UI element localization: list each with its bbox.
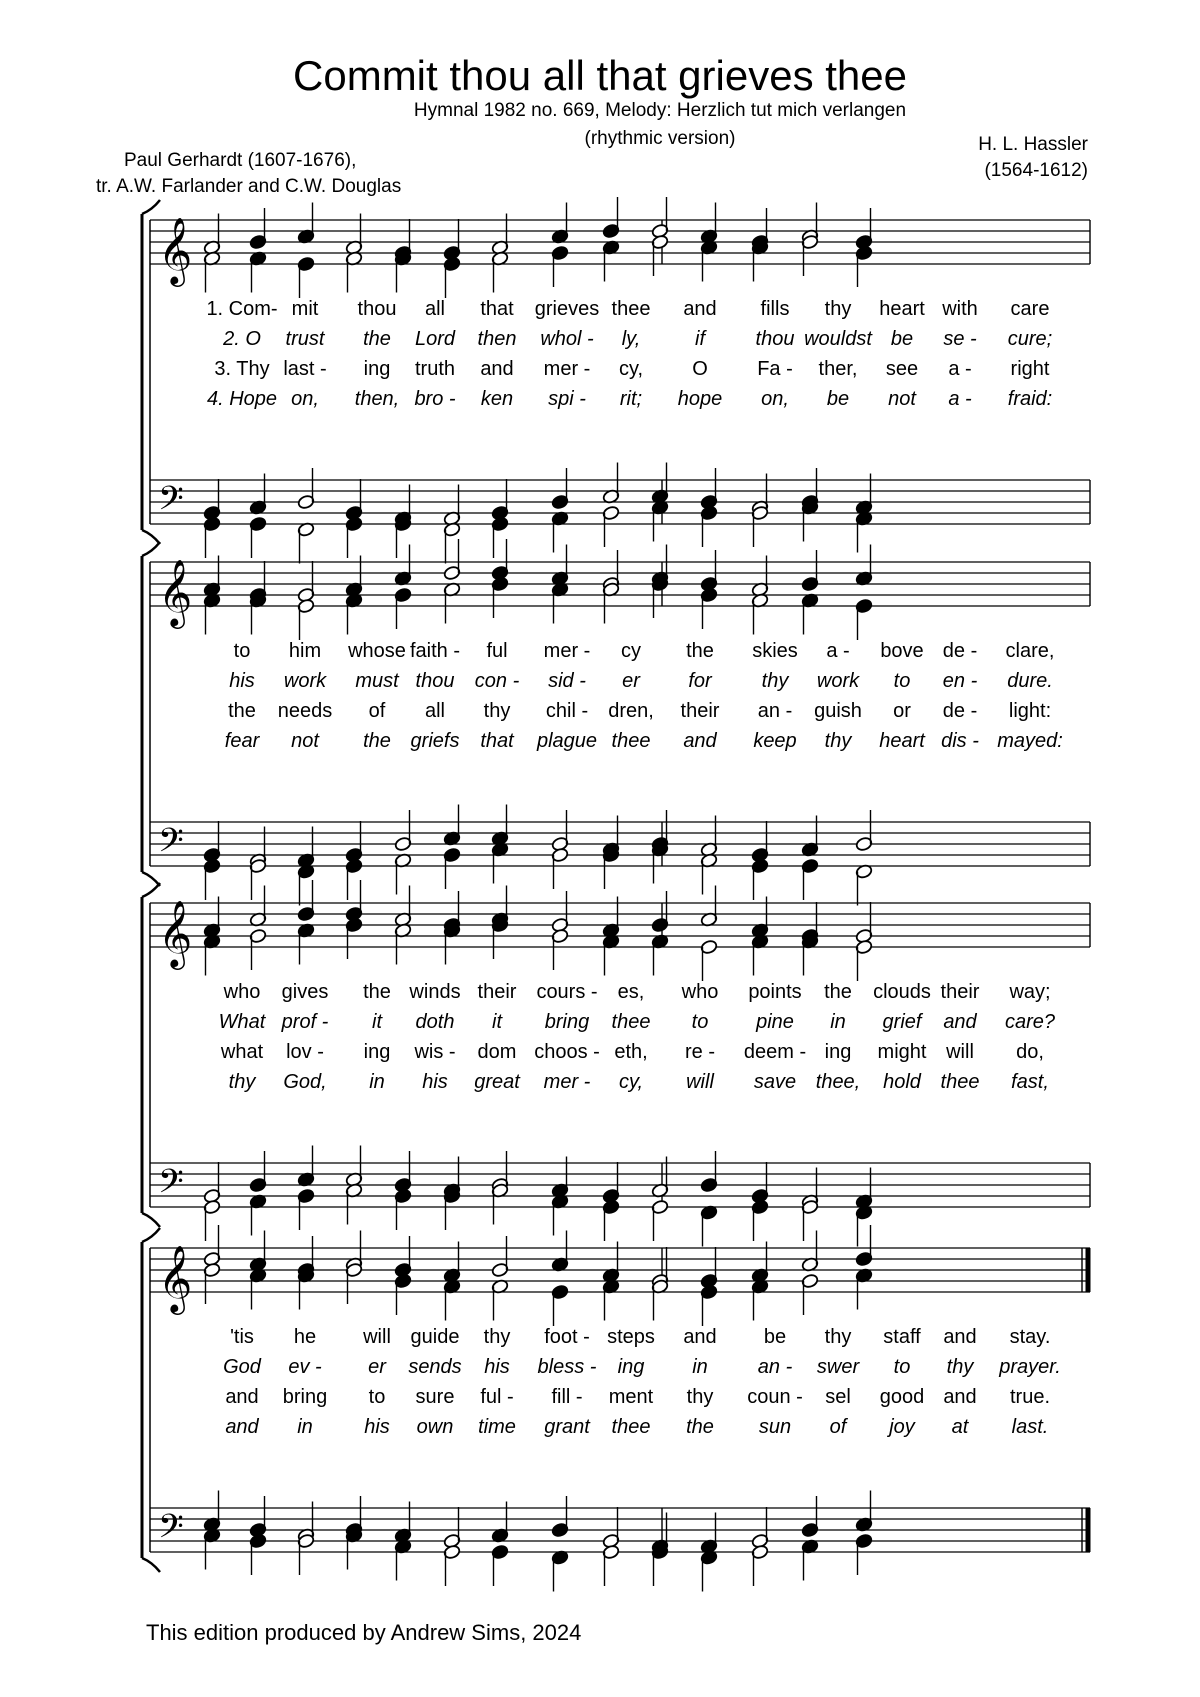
lyric-syllable: eth, [614, 1041, 648, 1063]
lyric-syllable: heart [879, 730, 925, 752]
words-credit-line1: Paul Gerhardt (1607-1676), [124, 150, 357, 171]
lyric-syllable: griefs [410, 730, 460, 752]
lyric-syllable: con - [474, 670, 520, 692]
lyric-syllable: thy [824, 298, 852, 320]
lyric-syllable: en - [942, 670, 978, 692]
lyric-syllable: guish [814, 700, 862, 722]
lyric-syllable: will [686, 1071, 714, 1093]
lyric-syllable: the [686, 640, 714, 662]
lyric-syllable: his [229, 670, 255, 692]
lyric-syllable: grief [882, 1011, 922, 1033]
lyric-syllable: work [816, 670, 860, 692]
lyric-syllable: cy [621, 640, 641, 662]
lyric-syllable: er [368, 1356, 386, 1378]
lyric-syllable: and [943, 1011, 977, 1033]
lyric-syllable: his [364, 1416, 390, 1438]
lyric-syllable: pine [756, 1011, 794, 1033]
lyric-syllable: thy [228, 1071, 256, 1093]
lyric-syllable: thy [824, 730, 852, 752]
lyric-syllable: must [355, 670, 399, 692]
lyric-syllable: ing [617, 1356, 645, 1378]
lyric-syllable: re - [685, 1041, 715, 1063]
lyric-syllable: and [225, 1386, 259, 1408]
lyric-syllable: their [477, 981, 517, 1003]
lyric-line [0, 1386, 1200, 1414]
lyric-syllable: mer - [543, 358, 591, 380]
lyric-syllable: if [695, 328, 705, 350]
lyric-syllable: to [893, 1356, 911, 1378]
lyric-line [0, 1326, 1200, 1354]
lyric-syllable: light: [1008, 700, 1052, 722]
lyric-syllable: mer - [543, 640, 591, 662]
lyric-syllable: a - [948, 358, 972, 380]
lyric-line [0, 1416, 1200, 1444]
lyric-syllable: guide [410, 1326, 460, 1348]
lyric-syllable: right [1010, 358, 1050, 380]
lyric-syllable: that [480, 730, 514, 752]
lyric-syllable: or [893, 700, 911, 722]
lyric-syllable: might [877, 1041, 927, 1063]
lyric-syllable: needs [277, 700, 333, 722]
lyric-syllable: What [218, 1011, 266, 1033]
lyric-syllable: spi - [548, 388, 586, 410]
lyric-syllable: choos - [534, 1041, 600, 1063]
lyric-syllable: chil - [545, 700, 589, 722]
lyric-syllable: him [288, 640, 322, 662]
treble-clef-icon: 𝄞 [158, 1244, 193, 1312]
lyric-syllable: ful - [480, 1386, 514, 1408]
lyric-syllable: hope [677, 388, 723, 410]
lyric-syllable: ev - [288, 1356, 322, 1378]
lyric-syllable: ly, [621, 328, 641, 350]
lyric-syllable: thy [483, 700, 511, 722]
lyric-syllable: bove [880, 640, 924, 662]
lyric-syllable: be [890, 328, 914, 350]
lyric-syllable: he [293, 1326, 317, 1348]
lyric-syllable: at [951, 1416, 969, 1438]
lyric-syllable: then, [354, 388, 400, 410]
lyric-line [0, 1356, 1200, 1384]
lyric-syllable: fast, [1011, 1071, 1049, 1093]
lyric-syllable: dom [477, 1041, 517, 1063]
lyric-syllable: on, [291, 388, 319, 410]
music-credit-line1: H. L. Hassler [978, 134, 1088, 155]
lyric-syllable: points [748, 981, 802, 1003]
lyric-syllable: prof - [281, 1011, 329, 1033]
lyric-syllable: time [478, 1416, 516, 1438]
lyric-syllable: fear [224, 730, 260, 752]
lyric-syllable: dren, [608, 700, 654, 722]
lyric-syllable: bring [544, 1011, 590, 1033]
lyric-syllable: staff [883, 1326, 921, 1348]
lyric-syllable: to [893, 670, 911, 692]
lyric-syllable: cy, [618, 1071, 644, 1093]
lyric-syllable: ing [363, 1041, 391, 1063]
lyric-syllable: grieves [534, 298, 600, 320]
lyric-syllable: thee [940, 1071, 980, 1093]
lyric-syllable: way; [1009, 981, 1051, 1003]
lyric-syllable: bro - [414, 388, 456, 410]
treble-clef-icon: 𝄞 [158, 216, 193, 284]
lyric-syllable: cure; [1007, 328, 1053, 350]
lyric-syllable: mer - [543, 1071, 591, 1093]
music-credit-line2: (1564-1612) [984, 160, 1088, 181]
lyric-syllable: thee [611, 1416, 651, 1438]
lyric-syllable: ther, [818, 358, 858, 380]
lyric-syllable: se - [943, 328, 977, 350]
lyric-syllable: last. [1011, 1416, 1049, 1438]
lyric-syllable: Fa - [757, 358, 793, 380]
lyric-syllable: it [372, 1011, 382, 1033]
lyric-syllable: thou [357, 298, 397, 320]
lyric-syllable: cy, [618, 358, 644, 380]
lyric-syllable: an - [757, 700, 793, 722]
lyric-syllable: sure [415, 1386, 455, 1408]
lyric-syllable: fill - [551, 1386, 583, 1408]
lyric-syllable: an - [757, 1356, 793, 1378]
lyric-syllable: sends [408, 1356, 462, 1378]
lyric-syllable: gives [281, 981, 329, 1003]
lyric-syllable: mayed: [997, 730, 1063, 752]
lyric-syllable: care? [1004, 1011, 1056, 1033]
lyric-syllable: wouldst [804, 328, 872, 350]
lyric-syllable: thee [611, 298, 651, 320]
lyric-syllable: thy [686, 1386, 714, 1408]
lyric-syllable: own [416, 1416, 454, 1438]
lyric-syllable: doth [415, 1011, 455, 1033]
lyric-syllable: their [680, 700, 720, 722]
lyric-syllable: grant [544, 1416, 590, 1438]
lyric-syllable: will [363, 1326, 391, 1348]
lyric-syllable: the [228, 700, 256, 722]
lyric-syllable: thy [824, 1326, 852, 1348]
lyric-syllable: be [826, 388, 850, 410]
lyric-syllable: care [1010, 298, 1050, 320]
lyric-syllable: all [424, 700, 446, 722]
lyric-syllable: true. [1009, 1386, 1051, 1408]
lyric-syllable: ful [486, 640, 508, 662]
lyric-syllable: that [480, 298, 514, 320]
lyric-syllable: fraid: [1007, 388, 1053, 410]
lyric-syllable: lov - [286, 1041, 324, 1063]
lyric-syllable: dure. [1007, 670, 1053, 692]
lyric-syllable: work [283, 670, 327, 692]
lyric-syllable: his [422, 1071, 448, 1093]
lyric-syllable: with [942, 298, 978, 320]
page-subtitle-line2: (rhythmic version) [584, 128, 736, 149]
lyric-syllable: and [225, 1416, 259, 1438]
lyric-syllable: last - [283, 358, 327, 380]
lyric-syllable: and [480, 358, 514, 380]
lyric-syllable: and [943, 1386, 977, 1408]
lyric-syllable: to [691, 1011, 709, 1033]
lyric-syllable: do, [1016, 1041, 1044, 1063]
lyric-syllable: clouds [873, 981, 931, 1003]
lyric-syllable: er [622, 670, 640, 692]
bass-clef-icon: 𝄢 [158, 480, 184, 526]
lyric-syllable: cours - [536, 981, 598, 1003]
lyric-syllable: bless - [537, 1356, 597, 1378]
lyric-syllable: in [830, 1011, 846, 1033]
lyric-syllable: great [474, 1071, 520, 1093]
lyric-syllable: 1. Com- [206, 298, 278, 320]
lyric-syllable: a - [948, 388, 972, 410]
lyric-syllable: faith - [409, 640, 461, 662]
lyric-syllable: sun [758, 1416, 792, 1438]
lyric-syllable: ing [824, 1041, 852, 1063]
lyric-syllable: trust [285, 328, 325, 350]
lyric-syllable: sid - [548, 670, 586, 692]
bass-clef-icon: 𝄢 [158, 1163, 184, 1209]
lyric-syllable: see [885, 358, 919, 380]
page-subtitle-line1: Hymnal 1982 no. 669, Melody: Herzlich tut mich verlangen [413, 100, 907, 121]
lyric-syllable: not [888, 388, 916, 410]
lyric-syllable: dis - [941, 730, 979, 752]
lyric-syllable: of [368, 700, 386, 722]
lyric-syllable: to [233, 640, 251, 662]
lyric-syllable: thee [611, 1011, 651, 1033]
lyric-syllable: coun - [747, 1386, 803, 1408]
lyric-syllable: bring [282, 1386, 328, 1408]
lyric-syllable: 4. Hope [206, 388, 278, 410]
lyric-syllable: in [692, 1356, 708, 1378]
lyric-syllable: in [297, 1416, 313, 1438]
lyric-syllable: of [829, 1416, 847, 1438]
lyric-syllable: Lord [414, 328, 456, 350]
lyric-syllable: de - [942, 640, 978, 662]
lyric-syllable: thy [761, 670, 789, 692]
lyric-syllable: stay. [1009, 1326, 1051, 1348]
lyric-syllable: all [424, 298, 446, 320]
lyric-syllable: his [484, 1356, 510, 1378]
lyric-syllable: ing [363, 358, 391, 380]
treble-clef-icon: 𝄞 [158, 558, 193, 626]
lyric-syllable: the [686, 1416, 714, 1438]
lyric-syllable: thee [611, 730, 651, 752]
lyric-syllable: God, [283, 1071, 327, 1093]
lyric-syllable: and [683, 1326, 717, 1348]
lyric-syllable: for [688, 670, 712, 692]
lyric-syllable: the [363, 328, 391, 350]
lyric-syllable: es, [617, 981, 645, 1003]
lyric-syllable: whol - [540, 328, 594, 350]
lyric-syllable: what [220, 1041, 264, 1063]
lyric-syllable: the [363, 730, 391, 752]
lyric-syllable: swer [816, 1356, 860, 1378]
lyric-syllable: winds [409, 981, 461, 1003]
lyric-syllable: to [368, 1386, 386, 1408]
lyric-syllable: 2. O [223, 328, 261, 350]
lyric-syllable: thy [946, 1356, 974, 1378]
lyric-syllable: skies [752, 640, 798, 662]
lyric-syllable: hold [883, 1071, 921, 1093]
lyric-syllable: then [477, 328, 517, 350]
lyric-syllable: the [363, 981, 391, 1003]
lyric-syllable: foot - [544, 1326, 590, 1348]
lyric-syllable: O [692, 358, 708, 380]
lyric-syllable: sel [825, 1386, 851, 1408]
lyric-syllable: on, [761, 388, 789, 410]
footer-credit: This edition produced by Andrew Sims, 2024 [146, 1620, 582, 1645]
lyric-syllable: be [763, 1326, 787, 1348]
lyric-syllable: fills [760, 298, 790, 320]
lyric-syllable: truth [414, 358, 456, 380]
lyric-syllable: 'tis [230, 1326, 254, 1348]
lyric-syllable: mit [291, 298, 319, 320]
lyric-syllable: will [946, 1041, 974, 1063]
lyric-syllable: wis - [414, 1041, 456, 1063]
lyric-syllable: keep [753, 730, 797, 752]
lyric-syllable: the [824, 981, 852, 1003]
lyric-syllable: prayer. [999, 1356, 1061, 1378]
lyric-syllable: thee, [815, 1071, 861, 1093]
lyric-syllable: a - [826, 640, 850, 662]
lyric-syllable: good [879, 1386, 925, 1408]
lyric-syllable: thou [415, 670, 455, 692]
lyric-syllable: and [943, 1326, 977, 1348]
bass-clef-icon: 𝄢 [158, 822, 184, 868]
lyric-syllable: who [223, 981, 261, 1003]
bass-clef-icon: 𝄢 [158, 1508, 184, 1554]
lyric-syllable: 3. Thy [214, 358, 270, 380]
lyric-syllable: deem - [743, 1041, 807, 1063]
lyric-syllable: steps [607, 1326, 655, 1348]
lyric-syllable: heart [879, 298, 925, 320]
lyric-syllable: it [492, 1011, 502, 1033]
lyric-syllable: ment [608, 1386, 654, 1408]
lyric-syllable: not [291, 730, 319, 752]
lyric-syllable: and [683, 730, 717, 752]
lyric-syllable: de - [942, 700, 978, 722]
lyric-syllable: joy [889, 1416, 915, 1438]
lyric-syllable: plague [536, 730, 598, 752]
lyric-syllable: whose [348, 640, 406, 662]
lyric-syllable: God [223, 1356, 261, 1378]
lyric-syllable: who [681, 981, 719, 1003]
lyric-syllable: thou [755, 328, 795, 350]
words-credit-line2: tr. A.W. Farlander and C.W. Douglas [96, 176, 402, 197]
lyric-syllable: and [683, 298, 717, 320]
lyric-syllable: ken [480, 388, 514, 410]
lyric-syllable: clare, [1005, 640, 1055, 662]
lyric-syllable: in [369, 1071, 385, 1093]
lyric-syllable: their [940, 981, 980, 1003]
lyric-syllable: thy [483, 1326, 511, 1348]
lyric-syllable: rit; [619, 388, 643, 410]
treble-clef-icon: 𝄞 [158, 899, 193, 967]
page-title: Commit thou all that grieves thee [293, 52, 907, 99]
lyric-syllable: save [753, 1071, 797, 1093]
